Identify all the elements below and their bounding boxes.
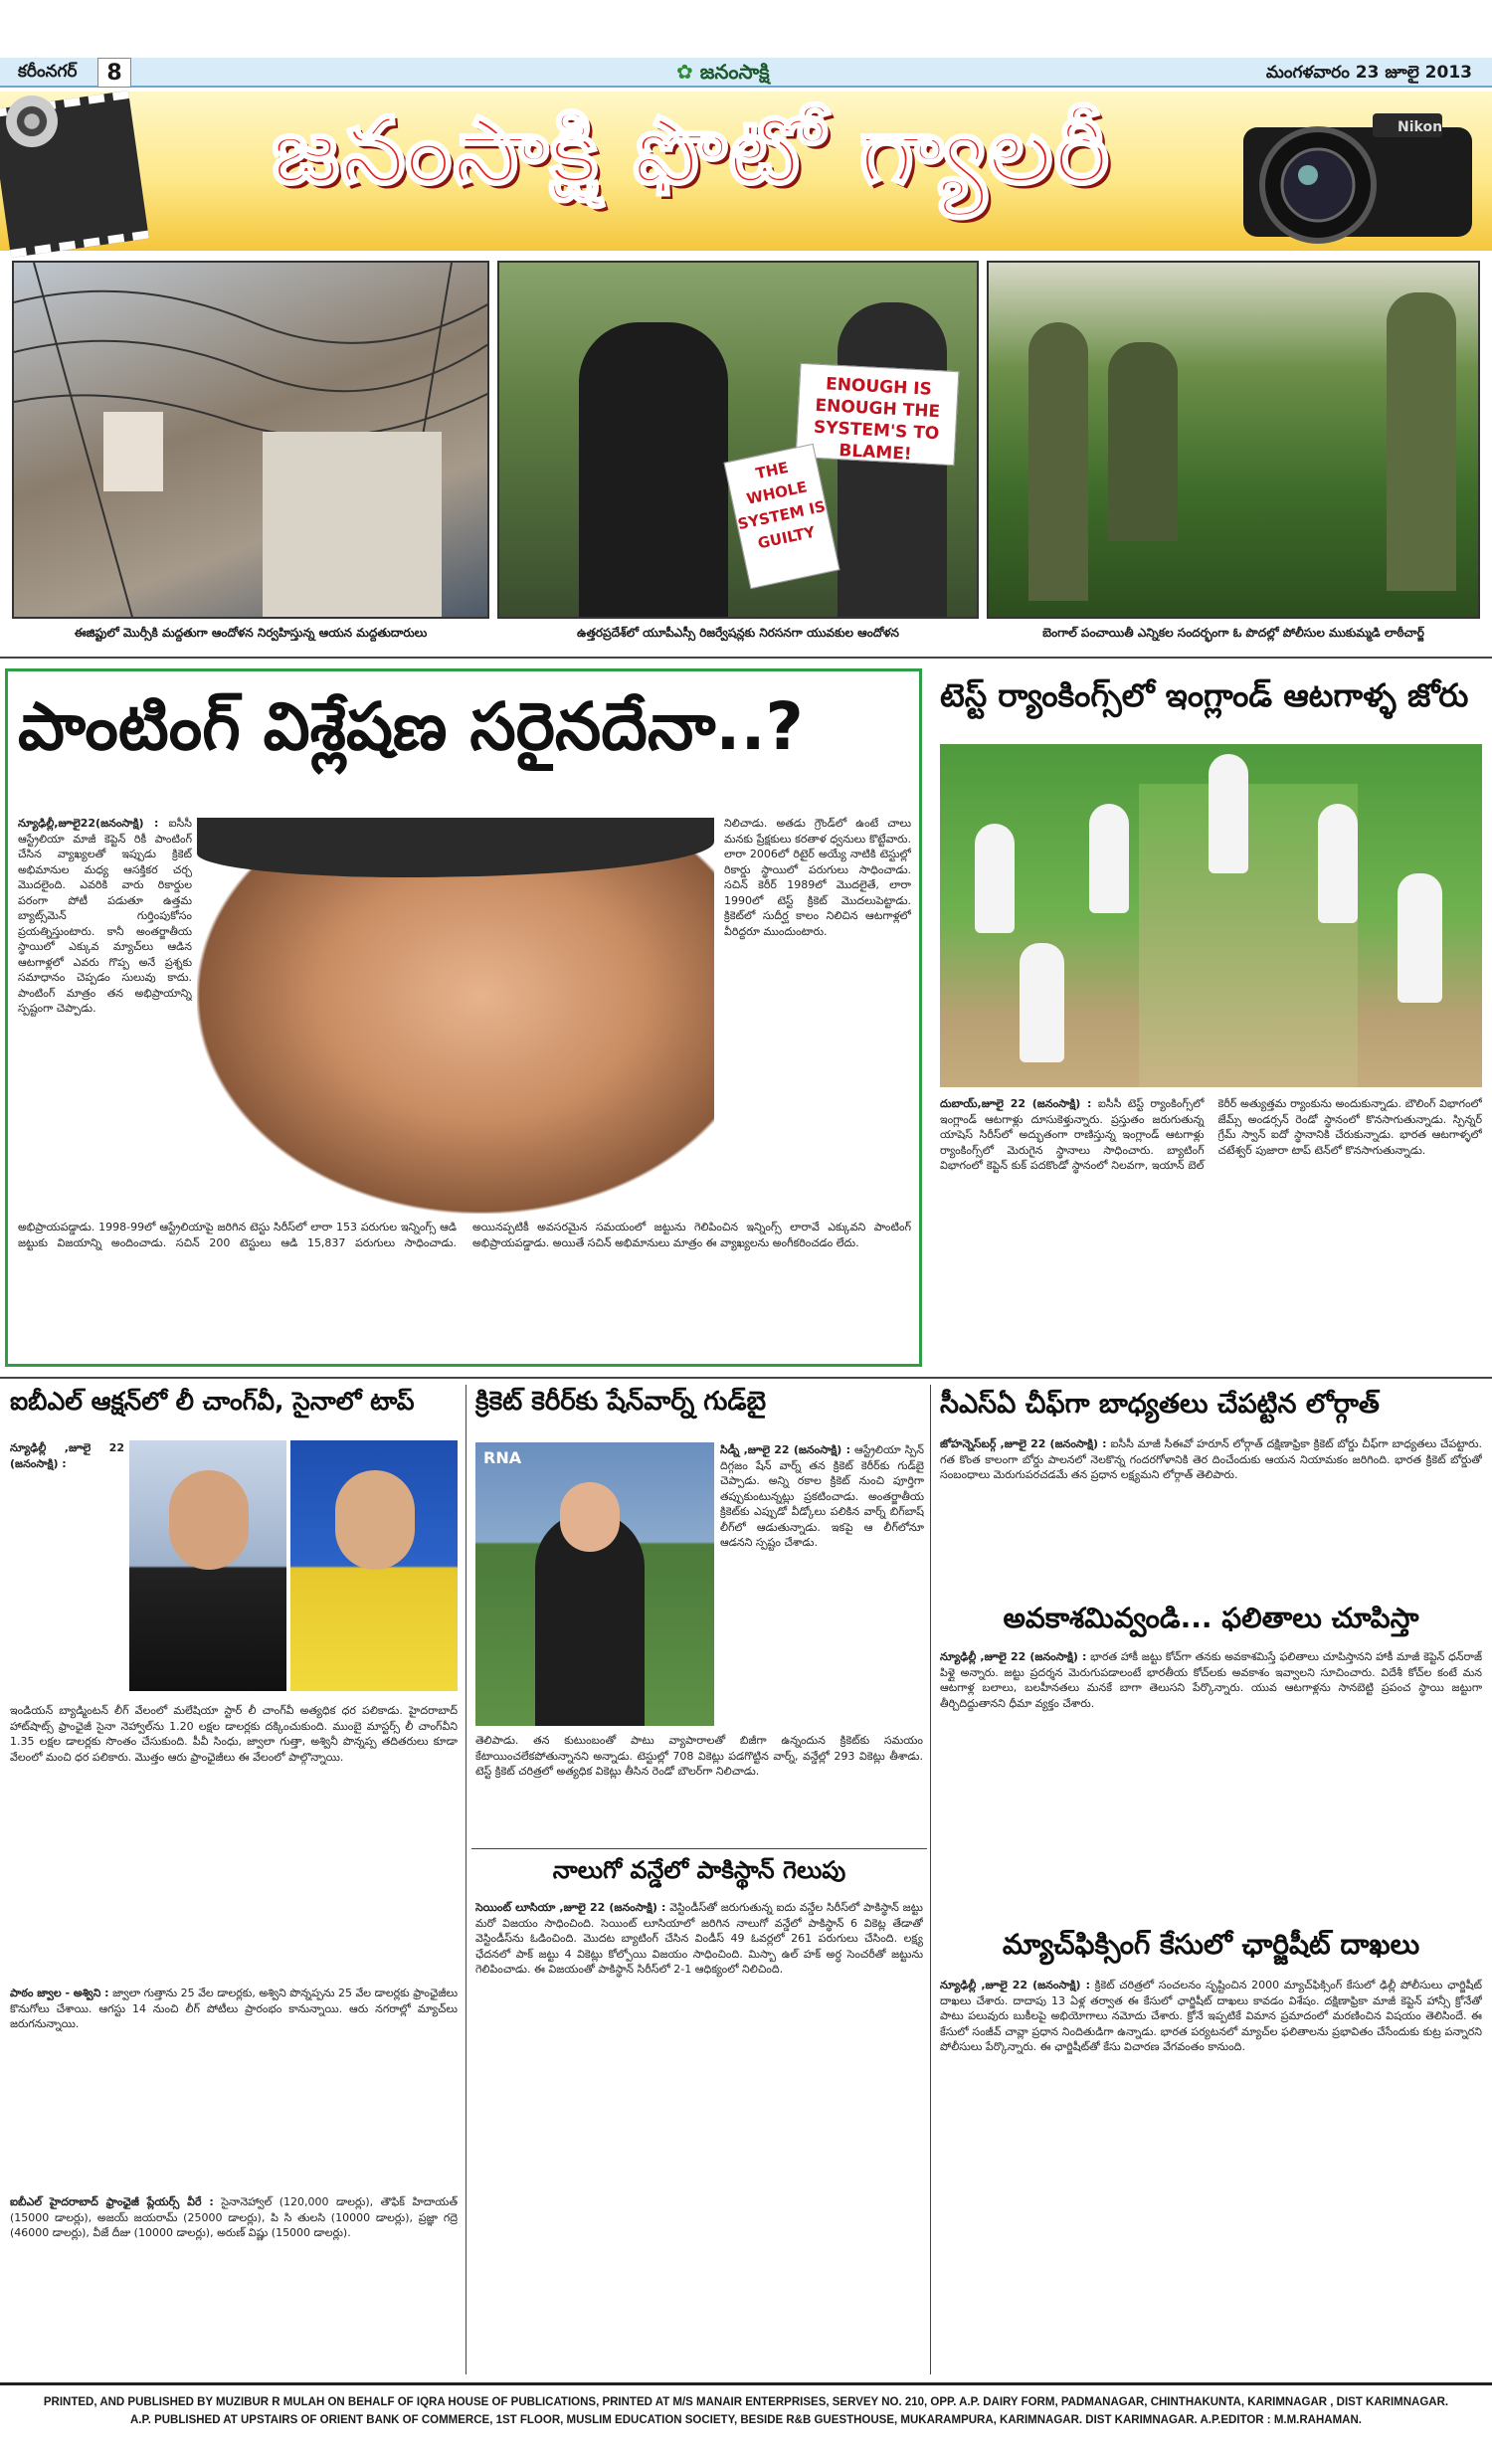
chance-headline: అవకాశమివ్వండి... ఫలితాలు చూపిస్తా: [1003, 1602, 1419, 1634]
saina-photo: [129, 1440, 286, 1691]
caption-egypt: ఈజిప్టులో మొర్సీకి మద్దతుగా ఆందోళన నిర్వహిస్తున్న ఆయన మద్దతుదారులు: [74, 626, 428, 640]
warne-bottom: తెలిపాడు. తన కుటుంబంతో పాటు వ్యాపారాలతో బిజీగా ఉన్నందున క్రికెట్‌కు సమయం కేటాయించలేకపోతున్నానని అన్నాడు. టెస్టుల్లో 708 వికెట్లు పడగొట్టిన వార్న్, వన్డేల్లో 293 వికెట్లు తీశాడు. టెస్ట్ క్రికెట్ చరిత్రలో అత్యధిక వికెట్లు తీసిన రెండో బౌలర్‌గా నిలిచాడు.: [475, 1734, 923, 1778]
warne-photo: [475, 1442, 714, 1726]
masthead-city: కరీంనగర్: [18, 62, 78, 82]
lorgat-headline: సీఎస్ఏ చీఫ్‌గా బాధ్యతలు చేపట్టిన లోర్గాత్: [940, 1389, 1380, 1420]
camera-brand: Nikon: [1398, 119, 1443, 135]
paper-logo-icon: ✿: [676, 60, 693, 84]
pakistan-headline: నాలుగో వన్డేలో పాకిస్థాన్ గెలుపు: [552, 1856, 846, 1884]
warne-headline: క్రికెట్ కెరీర్‌కు షేన్‌వార్న్ గుడ్‌బై: [475, 1387, 767, 1417]
photo-egypt-protest: [12, 261, 489, 619]
placard-system-guilty: THE WHOLE SYSTEM IS GUILTY: [723, 444, 839, 589]
ponting-headline: పాంటింగ్ విశ్లేషణ సరైనదేనా..?: [18, 688, 804, 765]
ipl-subsection: పాఠం జ్వాల - అశ్విని : జ్వాలా గుత్తాను 25 వేల డాలర్లకు, అశ్విని పొన్నప్పను 25 వేల డాలర్లకు ఫ్రాంఛైజీలు కొనుగోలు చేశాయి. ఆగస్టు 14 నుంచి లీగ్ పోటీలు ప్రారంభం కానున్నాయి. ఆరు నగరాల్లో మ్యాచ్‌లు జరుగనున్నాయి.: [10, 1987, 458, 2030]
masthead-date: మంగళవారం 23 జూలై 2013: [1265, 63, 1472, 83]
ponting-col2: నిలిచాడు. అతడు గ్రౌండ్‌లో ఉంటే చాలు మనకు ప్రేక్షకులు కరతాళ ధ్వనులు కొట్టేవారు. లారా 2006లో రిటైర్ అయ్యే నాటికి టెస్టుల్లో రికార్డు స్థాయిలో పరుగులు సాధించాడు. సచిన్ కెరీర్ 1989లో మొదలైతే, లారా 1990లో టెస్ట్ క్రికెట్ మొదలుపెట్టాడు. క్రికెట్‌లో సుదీర్ఘ కాలం నిలిచిన ఆటగాళ్లలో వీరిద్దరూ ముందుంటారు.: [724, 817, 911, 938]
ipl-players: ఐబీఎల్ హైదరాబాద్ ఫ్రాంఛైజీ ప్లేయర్స్ వీరే : సైనానెహ్వాల్ (120,000 డాలర్లు), తౌఫిక్ హిదాయత్ (15000 డాలర్లు), అజయ్ జయరామ్ (25000 డాలర్లు), పి సి తులసి (10000 డాలర్లు), ప్రజ్ఞా గద్రె (46000 డాలర్లు), వీజే దీజు (10000 డాలర్లు), అరుణ్ విష్ణు (15000 డాలర్లు).: [10, 2195, 458, 2239]
imprint-line-1: PRINTED, AND PUBLISHED BY MUZIBUR R MULAH ON BEHALF OF IQRA HOUSE OF PUBLICATIONS, PRINTED AT M/S MANAIR ENTERPRISES, SERVEY NO. 210, OPP. A.P. DAIRY FORM, PADMANAGAR, CHINTHAKUNTA, KARIMNAGAR , DIST KARIMNAGAR.: [43, 2396, 1449, 2408]
photo-up-protest: [497, 261, 979, 619]
page-number: 8: [97, 58, 131, 88]
caption-bengal: బెంగాల్ పంచాయితీ ఎన్నికల సందర్భంగా ఓ పొదల్లో పోలీసుల ముకుమ్మడి లాఠీచార్జ్: [1042, 626, 1424, 640]
ipl-headline: ఐబీఎల్ ఆక్షన్‌లో లీ చాంగ్‌వీ, సైనాలో టాప్: [10, 1387, 415, 1416]
england-headline: టెస్ట్ ర్యాంకింగ్స్‌లో ఇంగ్లాండ్ ఆటగాళ్ళ జోరు: [940, 676, 1469, 714]
placard-enough: ENOUGH IS ENOUGH THE SYSTEM'S TO BLAME!: [796, 363, 960, 466]
ipl-body: ఇండియన్ బ్యాడ్మింటన్ లీగ్ వేలంలో మలేషియా స్టార్ లీ చాంగ్‌వీ అత్యధిక ధర పలికాడు. హైదరాబాద్ హాట్‌షాట్స్ ఫ్రాంఛైజీ సైనా నెహ్వాల్‌ను 1.20 లక్షల డాలర్లకు దక్కించుకుంది. ముంబై మాస్టర్స్ లీ చాంగ్‌వీని 1.35 లక్షల డాలర్లకు సొంతం చేసుకుంది. పీవీ సింధు, జ్వాలా గుత్తా, అశ్వినీ పొన్నప్ప తదితరులు కూడా వేలంలో మంచి ధర పలికారు. మొత్తం ఆరు ఫ్రాంఛైజీలు ఈ వేలంలో పాల్గొన్నాయి.: [10, 1704, 458, 1764]
reel-icon: [6, 95, 58, 147]
lorgat-body: జోహన్నెస్‌బర్గ్ ,జూలై 22 (జనంసాక్షి) : ఐసీసీ మాజీ సీఈవో హరూన్ లోర్గాత్ దక్షిణాఫ్రికా క్రికెట్ బోర్డు చీఫ్‌గా బాధ్యతలు చేపట్టారు. గత కొంత కాలంగా బోర్డు పాలనలో నెలకొన్న గందరగోళానికి తెర దించేందుకు ఆయన నియామకం జరిగింది. భారత క్రికెట్ బోర్డుతో సంబంధాలు మెరుగుపరచడమే తన ప్రధాన లక్ష్యమని లోర్గాత్ తెలిపారు.: [940, 1437, 1482, 1481]
pakistan-body: సెయింట్ లూసియా ,జూలై 22 (జనంసాక్షి) : వెస్టిండీస్‌తో జరుగుతున్న ఐదు వన్డేల సిరీస్‌లో పాకిస్థాన్ జట్టు మరో విజయం సాధించింది. సెయింట్ లూసియాలో జరిగిన నాలుగో వన్డేలో పాకిస్థాన్ 6 వికెట్ల తేడాతో వెస్టిండీస్‌ను ఓడించింది. మొదట బ్యాటింగ్ చేసిన విండీస్ 49 ఓవర్లలో 261 పరుగులు చేసింది. లక్ష్య ఛేదనలో పాక్ జట్టు 4 వికెట్లు కోల్పోయి విజయం సాధించింది. మిస్బా ఉల్ హక్ అర్ధ సెంచరీతో జట్టును గెలిపించాడు. ఈ విజయంతో పాకిస్థాన్ సిరీస్‌లో 2-1 ఆధిక్యంలో నిలిచింది.: [475, 1901, 923, 1976]
divider: [930, 1385, 931, 2374]
photo-bengal-police: [987, 261, 1480, 619]
ponting-col1: న్యూఢిల్లీ,జూలై22(జనంసాక్షి) : ఐసీసీ ఆస్ట్రేలియా మాజీ కెప్టెన్ రికీ పాంటింగ్ చేసిన వ్యాఖ్యలతో ఇప్పుడు క్రికెట్ అభిమానుల మధ్య ఆసక్తికర చర్చ మొదలైంది. ఎవరికి వారు రికార్డుల పరంగా పోటీ పడుతూ ఉత్తమ బ్యాట్స్‌మెన్ గుర్తింపుకోసం ప్రయత్నిస్తుంటారు. కానీ అంతర్జాతీయ స్థాయిలో ఎక్కువ మ్యాచ్‌లు ఆడిన ఆటగాళ్లలో ఎవరు గొప్ప అనే ప్రశ్నకు సమాధానం చెప్పడం సులువు కాదు. పాంటింగ్ మాత్రం తన అభిప్రాయాన్ని స్పష్టంగా చెప్పాడు.: [18, 817, 192, 1015]
divider: [471, 1848, 927, 1849]
ipl-intro: న్యూఢిల్లీ ,జూలై 22 (జనంసాక్షి) :: [10, 1441, 124, 1470]
lee-chong-wei-photo: [290, 1440, 458, 1691]
imprint-footer: [0, 2382, 1492, 2464]
caption-up: ఉత్తరప్రదేశ్‌లో యూపీఎస్సీ రిజర్వేషన్లకు నిరసనగా యువకుల ఆందోళన: [577, 626, 899, 640]
banner-title: జనంసాక్షి ఫొటో గ్యాలరీ: [272, 97, 1111, 204]
ad-board-text: RNA: [483, 1448, 522, 1467]
england-body: దుబాయ్,జూలై 22 (జనంసాక్షి) : ఐసీసీ టెస్ట్ ర్యాంకింగ్స్‌లో ఇంగ్లాండ్ ఆటగాళ్లు దూసుకెళ్తున్నారు. ప్రస్తుతం జరుగుతున్న యాషెస్ సిరీస్‌లో అద్భుతంగా రాణిస్తున్న ఇంగ్లాండ్ ఆటగాళ్లు ర్యాంకింగ్స్‌లో మెరుగైన స్థానాలు సాధించారు. బ్యాటింగ్ విభాగంలో కెప్టెన్ కుక్ పదకొండో స్థానంలో నిలవగా, ఇయాన్ బెల్ కెరీర్ అత్యుత్తమ ర్యాంకును అందుకున్నాడు. బౌలింగ్ విభాగంలో జేమ్స్ అండర్సన్ రెండో స్థానంలో కొనసాగుతున్నాడు. స్పిన్నర్ గ్రేమ్ స్వాన్ ఐదో స్థానానికి చేరుకున్నాడు. భారత ఆటగాళ్ళలో చటేశ్వర్ పుజారా టాప్ టెన్‌లో కొనసాగుతున్నాడు.: [940, 1097, 1482, 1172]
ponting-bottom: అభిప్రాయపడ్డాడు. 1998-99లో ఆస్ట్రేలియాపై జరిగిన టెస్టు సిరీస్‌లో లారా 153 పరుగుల ఇన్నింగ్స్ ఆడి జట్టుకు విజయాన్ని అందించాడు. సచిన్ 200 టెస్టులు ఆడి 15,837 పరుగులు సాధించాడు. అయినప్పటికీ అవసరమైన సమయంలో జట్టును గెలిపించిన ఇన్నింగ్స్ లారావే ఎక్కువని పాంటింగ్ అభిప్రాయపడ్డాడు. అయితే సచిన్ అభిమానులు మాత్రం ఈ వ్యాఖ్యలను అంగీకరించడం లేదు.: [18, 1221, 911, 1249]
divider: [0, 1377, 1492, 1379]
warne-body: సిడ్నీ ,జూలై 22 (జనంసాక్షి) : ఆస్ట్రేలియా స్పిన్ దిగ్గజం షేన్ వార్న్ తన క్రికెట్ కెరీర్‌కు గుడ్‌బై చెప్పాడు. అన్ని రకాల క్రికెట్ నుంచి పూర్తిగా తప్పుకుంటున్నట్లు ప్రకటించాడు. అంతర్జాతీయ క్రికెట్‌కు ఎప్పుడో వీడ్కోలు పలికిన వార్న్ బిగ్‌బాష్ లీగ్‌లో ఆడుతున్నాడు. ఇకపై ఆ లీగ్‌లోనూ ఆడనని స్పష్టం చేశాడు.: [720, 1443, 924, 1549]
ponting-photo: [197, 818, 714, 1214]
barbed-wire-icon: [14, 263, 489, 619]
england-photo: [940, 744, 1482, 1087]
chargesheet-body: న్యూఢిల్లీ ,జూలై 22 (జనంసాక్షి) : క్రికెట్ చరిత్రలో సంచలనం సృష్టించిన 2000 మ్యాచ్‌ఫిక్సింగ్ కేసులో ఢిల్లీ పోలీసులు ఛార్జిషీట్ దాఖలు చేశారు. దాదాపు 13 ఏళ్ల తర్వాత ఈ కేసులో ఛార్జిషీట్ దాఖలు కావడం విశేషం. దక్షిణాఫ్రికా మాజీ కెప్టెన్ హాన్సీ క్రోనేతో పాటు పలువురు బుకీలపై అభియోగాలు నమోదు చేశారు. క్రోనే ఇప్పటికే విమాన ప్రమాదంలో మరణించిన విషయం తెలిసిందే. ఈ కేసులో సంజీవ్ చావ్లా ప్రధాన నిందితుడిగా ఉన్నాడు. భారత పర్యటనలో మ్యాచ్‌ల ఫలితాలను ప్రభావితం చేసేందుకు కుట్ర పన్నారని పోలీసులు పేర్కొన్నారు. ఈ ఛార్జిషీట్‌తో కేసు విచారణ వేగవంతం కానుంది.: [940, 1979, 1482, 2053]
chance-body: న్యూఢిల్లీ ,జూలై 22 (జనంసాక్షి) : భారత హాకీ జట్టు కోచ్‌గా తనకు అవకాశమిస్తే ఫలితాలు చూపిస్తానని హాకీ మాజీ కెప్టెన్ ధన్‌రాజ్ పిళ్లై అన్నారు. జట్టు ప్రదర్శన మెరుగుపడాలంటే భారతీయ కోచ్‌లకు అవకాశం ఇవ్వాలని సూచించారు. విదేశీ కోచ్‌ల కంటే మన ఆటగాళ్ల బలాలు, బలహీనతలు మనకే బాగా తెలుసని పేర్కొన్నారు. యువ ఆటగాళ్లను సానబెట్టి ప్రపంచ స్థాయి జట్టుగా తీర్చిదిద్దుతానని ధీమా వ్యక్తం చేశారు.: [940, 1650, 1482, 1710]
chargesheet-headline: మ్యాచ్‌ఫిక్సింగ్ కేసులో ఛార్జిషీట్ దాఖలు: [1002, 1928, 1420, 1961]
masthead-paper-name: ✿ జనంసాక్షి: [676, 60, 770, 84]
imprint-line-2: A.P. PUBLISHED AT UPSTAIRS OF ORIENT BANK OF COMMERCE, 1ST FLOOR, MUSLIM EDUCATION SOCIETY, BESIDE R&B GUESTHOUSE, MUKARAMPURA, KARIMNAGAR. DIST KARIMNAGAR. A.P.EDITOR : M.M.RAHAMAN.: [130, 2414, 1362, 2426]
divider: [0, 657, 1492, 659]
camera-icon: [1223, 107, 1482, 247]
